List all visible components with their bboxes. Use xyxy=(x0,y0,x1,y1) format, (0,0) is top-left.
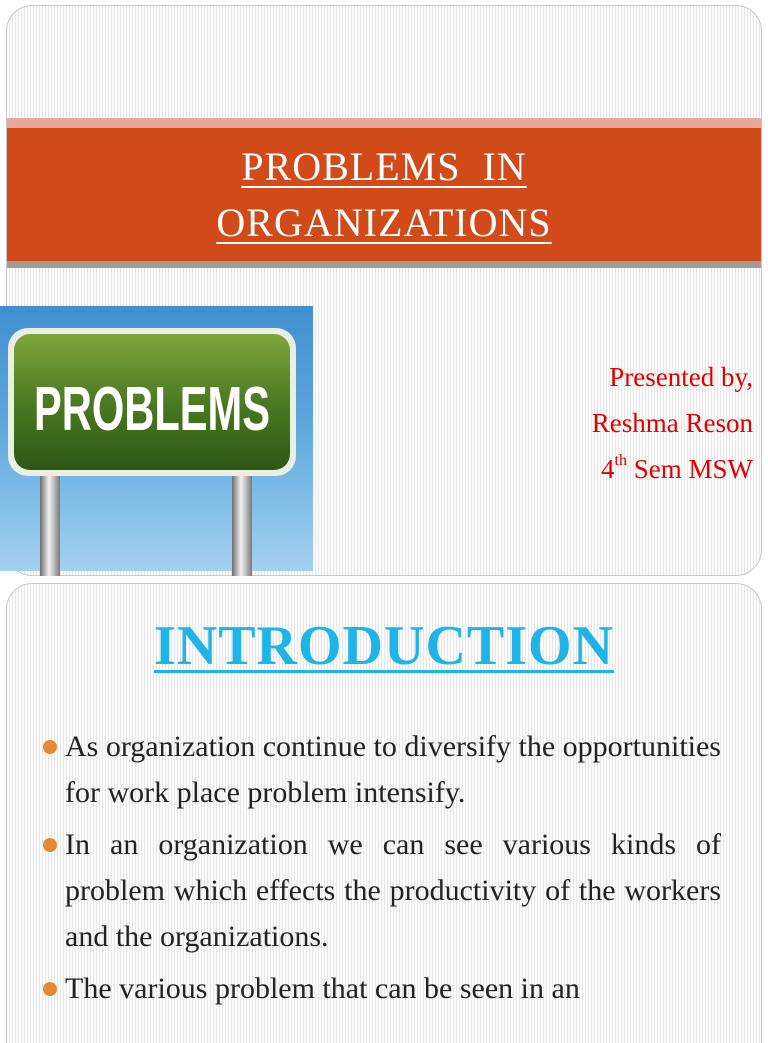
problems-sign-image xyxy=(0,306,313,571)
title-line-2: ORGANIZATIONS xyxy=(216,199,552,245)
list-item xyxy=(41,966,721,1012)
sign-pole-left xyxy=(40,466,60,576)
presenter-label: Presented by, xyxy=(609,362,753,392)
list-item xyxy=(41,822,721,960)
presenter-semester xyxy=(592,446,753,492)
title-band xyxy=(7,118,761,268)
bullet-text: As organization continue to diversify the opportunities for work place problem intensify. xyxy=(65,730,721,809)
list-item xyxy=(41,724,721,816)
presenter-name: Reshma Reson xyxy=(591,408,753,438)
band-top-stripe xyxy=(7,118,761,128)
slide-title xyxy=(7,128,761,261)
presenter-block xyxy=(592,354,753,492)
bullet-text: The various problem that can be seen in an xyxy=(65,972,580,1005)
semester-suffix: th xyxy=(614,452,627,469)
bullet-dot-icon xyxy=(43,982,57,996)
semester-number: 4 xyxy=(601,454,615,484)
intro-slide xyxy=(6,583,762,1043)
intro-heading: INTRODUCTION xyxy=(153,615,615,677)
bullet-dot-icon xyxy=(43,740,57,754)
sign-text: PROBLEMS xyxy=(34,375,270,444)
sign-pole-right xyxy=(232,466,252,576)
bullet-dot-icon xyxy=(43,838,57,852)
band-bottom-stripe xyxy=(7,261,761,268)
semester-text: Sem MSW xyxy=(626,454,753,484)
title-line-1: PROBLEMS IN xyxy=(241,143,527,189)
bullet-text: In an organization we can see various kinds of problem which effects the productivity of the workers and the organizations. xyxy=(65,828,721,953)
bullet-list xyxy=(41,724,721,1012)
road-sign-graphic xyxy=(0,306,313,571)
